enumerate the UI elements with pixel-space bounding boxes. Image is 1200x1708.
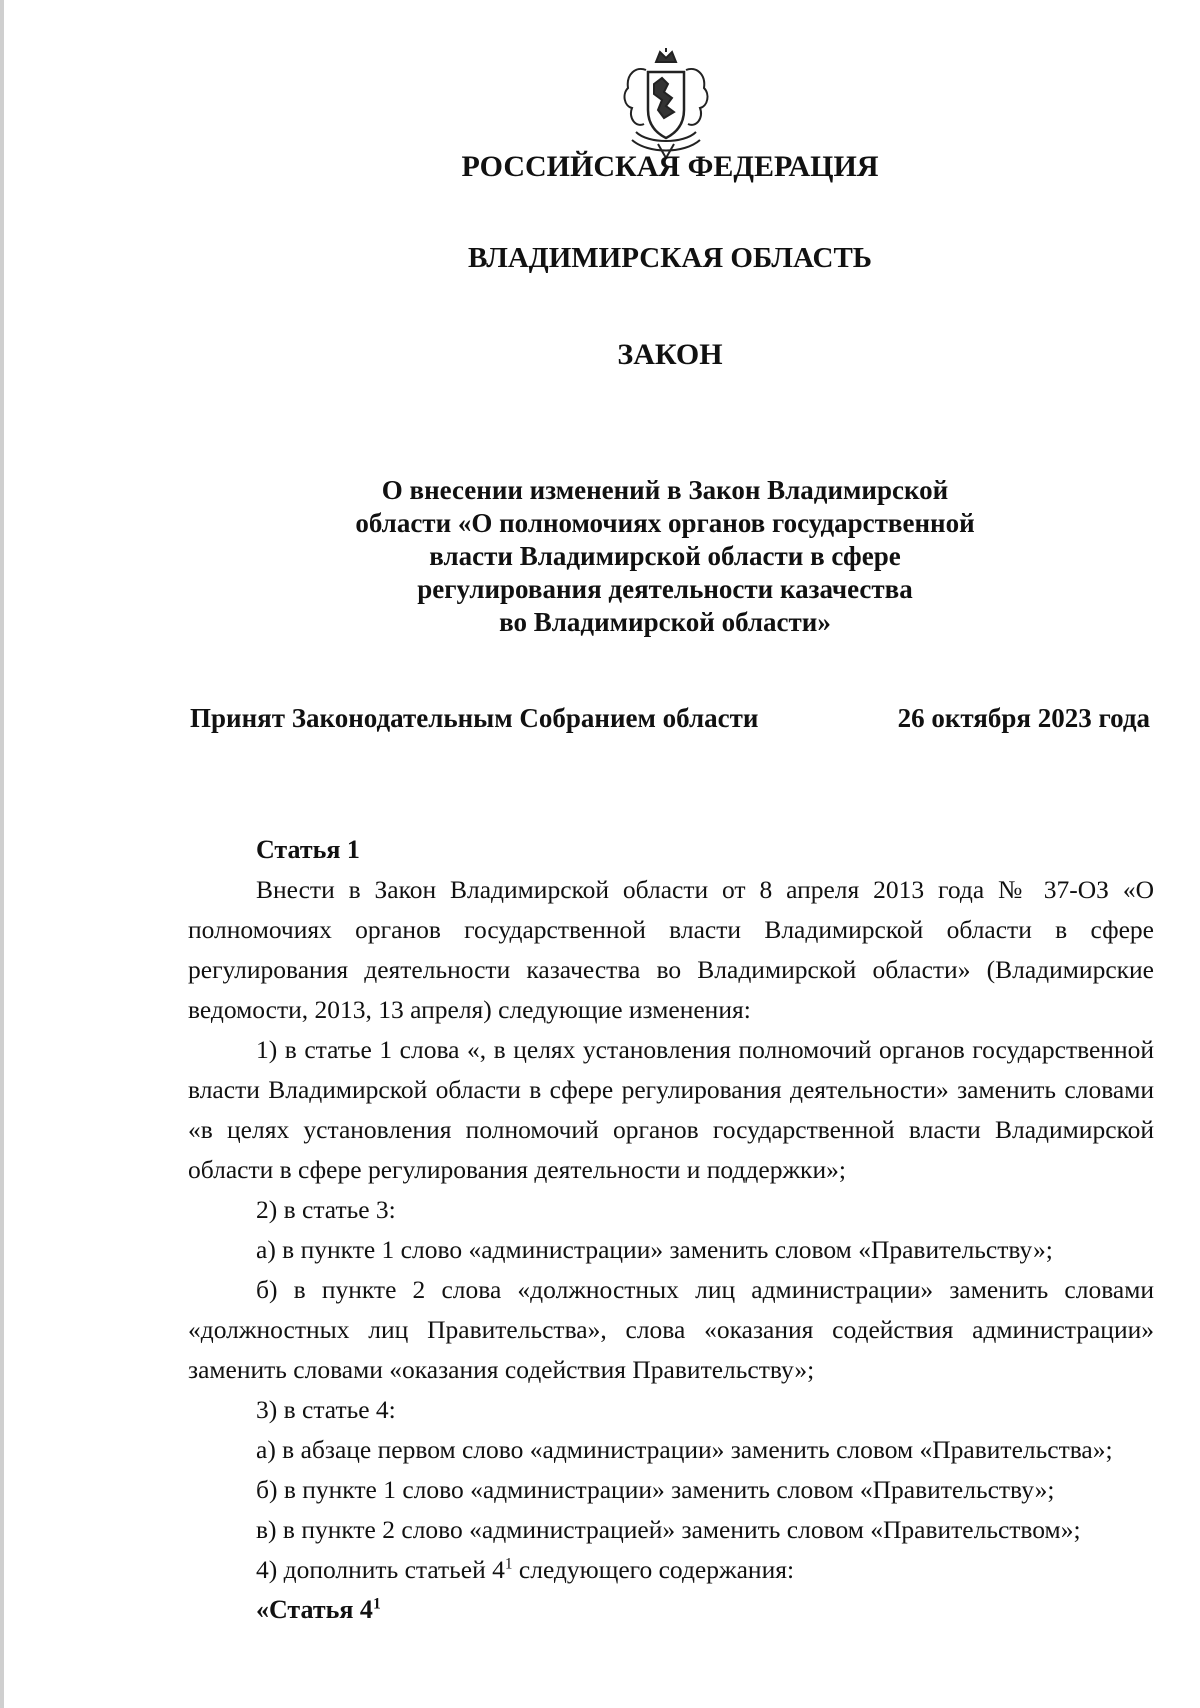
title-line: О внесении изменений в Закон Владимирской (381, 475, 949, 505)
item4-suffix: следующего содержания: (512, 1555, 795, 1584)
scan-edge (0, 0, 4, 1708)
item4-prefix: 4) дополнить статьей 4 (256, 1555, 505, 1584)
article-body (188, 830, 1154, 1630)
list-item: 2) в статье 3: (256, 1195, 396, 1224)
list-item-4 (188, 1550, 1154, 1590)
law-title (300, 474, 1030, 639)
list-item: 1) в статье 1 слова «, в целях установления полномочий органов государственной власти Владимирской области в сфере регулирования деятельности» заменить словами «в целях установления полномочий органов государственной власти Владимирской области в сфере регулирования деятельности и поддержки»; (188, 1035, 1154, 1184)
title-line: регулирования деятельности казачества (417, 574, 913, 604)
list-item: в) в пункте 2 слово «администрацией» заменить словом «Правительством»; (256, 1515, 1081, 1544)
new-article-prefix: «Статья 4 (256, 1595, 373, 1624)
region-heading: ВЛАДИМИРСКАЯ ОБЛАСТЬ (468, 242, 872, 274)
law-heading: ЗАКОН (617, 338, 723, 371)
title-line: власти Владимирской области в сфере (429, 541, 901, 571)
list-item: 3) в статье 4: (256, 1395, 396, 1424)
article-intro: Внести в Закон Владимирской области от 8 апреля 2013 года № 37-ОЗ «О полномочиях органов государственной власти Владимирской области в сфере регулирования деятельности казачества во Владимирской области» (Владимирские ведомости, 2013, 13 апреля) следующие изменения: (188, 875, 1154, 1024)
article-heading: Статья 1 (256, 835, 360, 864)
new-article-superscript: 1 (372, 1595, 381, 1613)
adoption-line (190, 703, 1150, 734)
list-item: б) в пункте 1 слово «администрации» заменить словом «Правительству»; (256, 1475, 1055, 1504)
federation-heading: РОССИЙСКАЯ ФЕДЕРАЦИЯ (461, 150, 879, 183)
new-article-heading (188, 1590, 1154, 1630)
coat-of-arms-icon (618, 48, 714, 160)
list-item: а) в пункте 1 слово «администрации» заменить словом «Правительству»; (256, 1235, 1053, 1264)
adoption-text: Принят Законодательным Собранием области (190, 703, 759, 733)
adoption-date: 26 октября 2023 года (897, 703, 1150, 733)
title-line: во Владимирской области» (499, 607, 831, 637)
title-line: области «О полномочиях органов государственной (355, 508, 975, 538)
list-item: а) в абзаце первом слово «администрации» заменить словом «Правительства»; (256, 1435, 1113, 1464)
item4-superscript: 1 (504, 1555, 513, 1573)
list-item: б) в пункте 2 слова «должностных лиц администрации» заменить словами «должностных лиц Правительства», слова «оказания содействия администрации» заменить словами «оказания содействия Правительству»; (188, 1275, 1154, 1384)
